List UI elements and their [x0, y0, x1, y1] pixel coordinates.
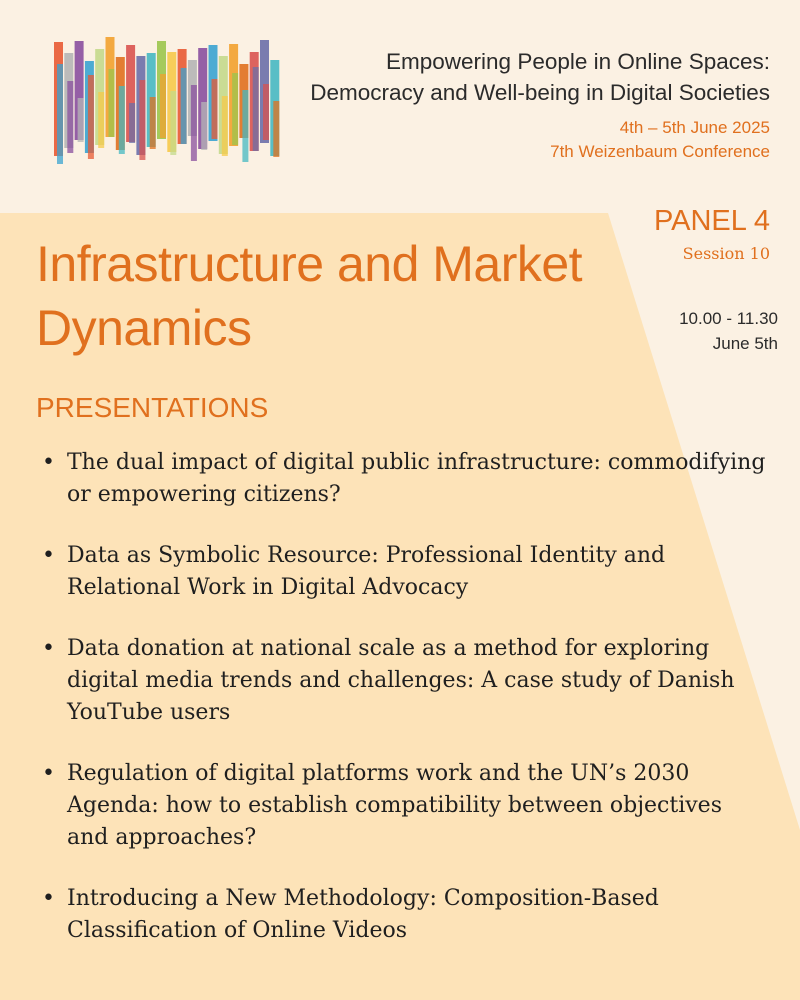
- conference-name: 7th Weizenbaum Conference: [550, 142, 770, 161]
- logo-bar: [253, 67, 259, 151]
- logo-bar: [78, 98, 84, 142]
- logo-bar: [191, 85, 197, 161]
- presentation-item: [40, 883, 770, 947]
- logo-bar: [57, 64, 63, 164]
- logo-bar: [98, 92, 104, 148]
- conference-title: [310, 46, 770, 108]
- logo-bar: [150, 97, 156, 149]
- presentation-title: Data donation at national scale as a method for exploring digital media trends and challenges: A case study of Danish YouTube users: [67, 636, 735, 725]
- logo-bar: [263, 84, 269, 140]
- presentations-heading: PRESENTATIONS: [36, 392, 269, 423]
- panel-date: June 5th: [712, 334, 778, 353]
- logo-bar: [129, 103, 135, 143]
- logo-bar: [119, 86, 125, 154]
- session-label: Session 10: [682, 244, 770, 263]
- conference-title-line1: Empowering People in Online Spaces:: [386, 49, 770, 74]
- logo-bar: [242, 90, 248, 162]
- logo-bar: [181, 68, 187, 144]
- logo-bar: [232, 73, 238, 145]
- presentation-title: The dual impact of digital public infrastructure: commodifying or empowering citizens?: [67, 450, 766, 507]
- logo-bar: [201, 102, 207, 150]
- conference-meta: [550, 116, 770, 164]
- presentations-list: [40, 447, 770, 947]
- logo-bar: [212, 79, 218, 139]
- conference-logo-bars-icon: [54, 34, 280, 164]
- logo-bar: [67, 81, 73, 153]
- presentation-item: [40, 540, 770, 604]
- logo-bar: [222, 96, 228, 156]
- logo-bar: [170, 91, 176, 155]
- logo-bar: [160, 74, 166, 138]
- page-title: Infrastructure and Market Dynamics: [36, 236, 583, 356]
- bullet-icon: •: [42, 761, 55, 786]
- presentation-title: Introducing a New Methodology: Composition-Based Classification of Online Videos: [67, 886, 659, 943]
- panel-schedule: [679, 306, 778, 356]
- bullet-icon: •: [42, 543, 55, 568]
- conference-dates: 4th – 5th June 2025: [619, 118, 770, 137]
- logo-bar: [88, 75, 94, 159]
- panel-label: PANEL 4: [653, 205, 770, 237]
- logo-bar: [109, 69, 115, 137]
- bullet-icon: •: [42, 636, 55, 661]
- bullet-icon: •: [42, 450, 55, 475]
- bullet-icon: •: [42, 886, 55, 911]
- presentation-item: [40, 758, 770, 854]
- panel-time: 10.00 - 11.30: [679, 309, 778, 328]
- presentation-item: [40, 447, 770, 511]
- logo-bar: [273, 101, 279, 157]
- logo-bar: [139, 80, 145, 160]
- presentation-title: Data as Symbolic Resource: Professional Identity and Relational Work in Digital Advocacy: [67, 543, 666, 600]
- presentation-title: Regulation of digital platforms work and the UN’s 2030 Agenda: how to establish compatibility between objectives and approaches?: [67, 761, 722, 850]
- presentation-item: [40, 633, 770, 729]
- conference-title-line2: Democracy and Well-being in Digital Societies: [310, 80, 770, 105]
